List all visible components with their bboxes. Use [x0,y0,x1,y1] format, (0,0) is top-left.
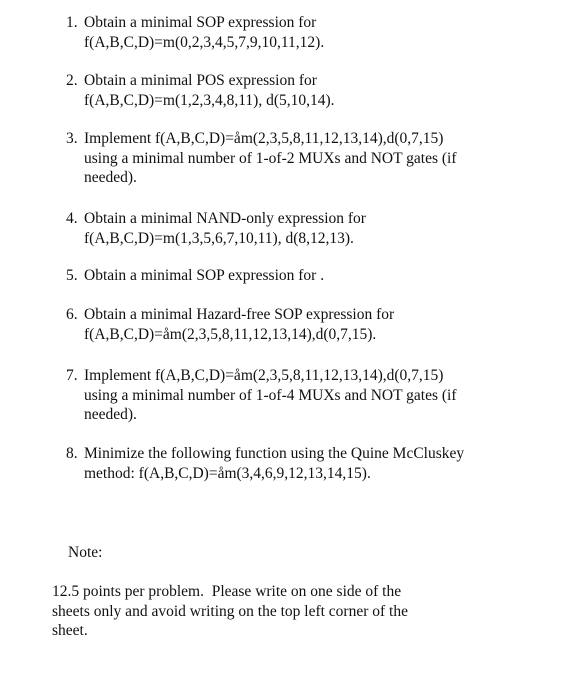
problem-8 [66,444,506,483]
problem-text: Minimize the following function using the Quine McCluskey method: f(A,B,C,D)=åm(3,4,6,9,12,13,14,15). [84,445,465,482]
problem-number: 3. [66,130,78,147]
note-label: Note: [68,544,103,561]
problem-number: 8. [66,445,78,462]
problem-text: Obtain a minimal POS expression for f(A,B,C,D)=m(1,2,3,4,8,11), d(5,10,14). [84,72,335,109]
problem-6 [66,305,506,344]
problem-2 [66,71,506,110]
problem-text: Obtain a minimal SOP expression for . [84,267,325,284]
problem-number: 7. [66,367,78,384]
problem-number: 4. [66,210,78,227]
problem-text: Implement f(A,B,C,D)=åm(2,3,5,8,11,12,13,14),d(0,7,15) using a minimal number of 1-of-4 MUXs and NOT gates (if needed). [84,367,457,423]
problem-number: 5. [66,267,78,284]
problem-text: Obtain a minimal SOP expression for f(A,B,C,D)=m(0,2,3,4,5,7,9,10,11,12). [84,14,325,51]
note [52,543,508,660]
problem-text: Obtain a minimal Hazard-free SOP expression for f(A,B,C,D)=åm(2,3,5,8,11,12,13,14),d(0,7,15). [84,306,395,343]
problem-number: 6. [66,306,78,323]
problem-number: 2. [66,72,78,89]
problem-text: Implement f(A,B,C,D)=åm(2,3,5,8,11,12,13,14),d(0,7,15) using a minimal number of 1-of-2 MUXs and NOT gates (if needed). [84,130,457,186]
problem-4 [66,209,506,248]
note-body: 12.5 points per problem. Please write on one side of the sheets only and avoid writing on the top left corner of the sheet. [52,583,408,639]
problem-text: Obtain a minimal NAND-only expression for f(A,B,C,D)=m(1,3,5,6,7,10,11), d(8,12,13). [84,210,366,247]
problem-3 [66,129,506,188]
problem-1 [66,13,506,52]
problem-7 [66,366,506,425]
problem-5 [66,266,506,286]
problem-number: 1. [66,14,78,31]
